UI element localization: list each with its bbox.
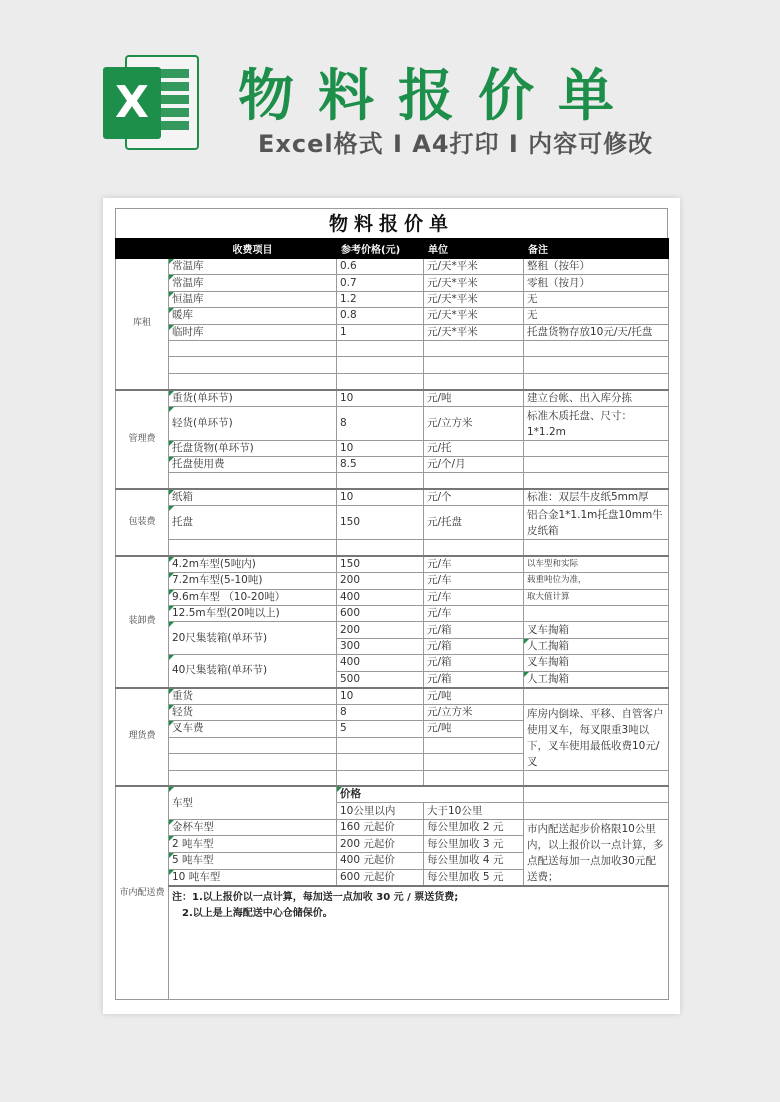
price-cell[interactable]: 5	[337, 721, 424, 738]
note-cell[interactable]: 叉车掏箱	[524, 622, 669, 638]
price-cell[interactable]: 200 元起价	[337, 836, 424, 853]
header-banner	[0, 0, 780, 196]
item-cell[interactable]: 金杯车型	[169, 819, 337, 836]
item-cell[interactable]: 4.2m车型(5吨内)	[169, 556, 337, 573]
price-cell[interactable]: 300	[337, 638, 424, 654]
item-cell[interactable]: 暖库	[169, 308, 337, 324]
table-row	[116, 457, 669, 473]
category-management: 管理费	[116, 390, 169, 490]
table-row	[116, 308, 669, 324]
item-cell[interactable]: 轻货	[169, 704, 337, 721]
note-cell[interactable]: 铝合金1*1.1m托盘10mm牛皮纸箱	[524, 506, 669, 540]
unit-cell[interactable]: 元/吨	[424, 390, 524, 407]
price-cell[interactable]: 10	[337, 489, 424, 506]
price-header: 价格	[337, 786, 524, 803]
price-cell[interactable]: 1.2	[337, 291, 424, 307]
unit-cell[interactable]: 元/托	[424, 440, 524, 456]
handling-note[interactable]: 库房内倒垛、平移、自管客户使用叉车，每叉限重3吨以下，叉车使用最低收费10元/叉	[524, 704, 669, 770]
unit-cell[interactable]: 元/天*平米	[424, 324, 524, 340]
unit-cell[interactable]: 元/箱	[424, 638, 524, 654]
item-cell[interactable]: 10 吨车型	[169, 869, 337, 886]
unit-cell[interactable]: 元/个	[424, 489, 524, 506]
empty-row	[116, 540, 669, 556]
price-cell[interactable]: 1	[337, 324, 424, 340]
price-cell[interactable]: 0.7	[337, 275, 424, 291]
item-cell[interactable]: 临时库	[169, 324, 337, 340]
within-10km-header: 10公里以内	[337, 803, 424, 819]
quote-sheet	[115, 208, 668, 1000]
note-cell[interactable]: 整租（按年）	[524, 259, 669, 275]
item-cell[interactable]: 重货	[169, 688, 337, 705]
table-row	[116, 324, 669, 340]
price-cell[interactable]: 0.6	[337, 259, 424, 275]
item-cell[interactable]: 纸箱	[169, 489, 337, 506]
unit-cell[interactable]: 元/车	[424, 589, 524, 605]
vehicle-header: 车型	[169, 786, 337, 819]
item-cell[interactable]: 恒温库	[169, 291, 337, 307]
table-row	[116, 655, 669, 671]
item-cell[interactable]: 轻货(单环节)	[169, 406, 337, 440]
footnote-2: 2.以上是上海配送中心仓储保价。	[182, 907, 333, 919]
unit-cell[interactable]: 元/托盘	[424, 506, 524, 540]
item-cell[interactable]: 重货(单环节)	[169, 390, 337, 407]
price-cell[interactable]: 500	[337, 671, 424, 688]
item-cell[interactable]: 12.5m车型(20吨以上)	[169, 605, 337, 621]
unit-cell[interactable]: 元/个/月	[424, 457, 524, 473]
table-row	[116, 688, 669, 705]
item-cell[interactable]: 叉车费	[169, 721, 337, 738]
unit-cell[interactable]: 元/车	[424, 556, 524, 573]
logo-letter: X	[103, 67, 161, 139]
price-cell[interactable]: 160 元起价	[337, 819, 424, 836]
item-cell[interactable]: 常温库	[169, 259, 337, 275]
note-cell[interactable]: 零租（按月）	[524, 275, 669, 291]
category-warehouse: 库租	[116, 259, 169, 390]
empty-row	[116, 770, 669, 786]
delivery-note[interactable]: 市内配送起步价格限10公里内，以上报价以一点计算，多点配送每加一点加收30元配送费；	[524, 819, 669, 886]
quote-sheet-paper	[103, 198, 680, 1014]
price-cell[interactable]: 600 元起价	[337, 869, 424, 886]
category-handling: 理货费	[116, 688, 169, 787]
empty-row	[116, 357, 669, 373]
col-header-item: 收费项目	[169, 239, 337, 259]
unit-cell[interactable]: 元/立方米	[424, 704, 524, 721]
table-row	[116, 291, 669, 307]
table-row	[116, 506, 669, 540]
item-cell[interactable]: 7.2m车型(5-10吨)	[169, 573, 337, 589]
over-10km-header: 大于10公里	[424, 803, 524, 819]
table-row	[116, 819, 669, 836]
empty-row	[116, 373, 669, 389]
unit-cell[interactable]: 元/车	[424, 573, 524, 589]
note-cell[interactable]: 无	[524, 291, 669, 307]
footnote-row	[116, 886, 669, 1000]
category-packaging: 包装费	[116, 489, 169, 556]
price-cell[interactable]: 600	[337, 605, 424, 621]
category-loading: 装卸费	[116, 556, 169, 687]
footnotes[interactable]	[169, 886, 669, 1000]
note-cell[interactable]	[524, 440, 669, 456]
table-row	[116, 390, 669, 407]
banner-title: 物料报价单	[238, 64, 638, 129]
unit-cell[interactable]: 元/吨	[424, 721, 524, 738]
price-cell[interactable]: 10	[337, 688, 424, 705]
note-cell[interactable]	[524, 605, 669, 621]
item-cell[interactable]: 40尺集装箱(单环节)	[169, 655, 337, 688]
price-cell[interactable]: 8.5	[337, 457, 424, 473]
note-cell[interactable]: 标准木质托盘、尺寸：1*1.2m	[524, 406, 669, 440]
note-cell[interactable]: 以车型和实际	[524, 556, 669, 573]
item-cell[interactable]: 9.6m车型 （10-20吨）	[169, 589, 337, 605]
item-cell[interactable]: 5 吨车型	[169, 853, 337, 870]
table-row	[116, 622, 669, 638]
table-row	[116, 605, 669, 621]
unit-cell[interactable]: 元/天*平米	[424, 291, 524, 307]
price-cell[interactable]: 8	[337, 704, 424, 721]
banner-subtitle: Excel格式 I A4打印 I 内容可修改	[258, 130, 654, 158]
price-cell[interactable]: 200	[337, 622, 424, 638]
table-row	[116, 786, 669, 803]
price-table	[115, 238, 669, 1000]
unit-cell[interactable]: 元/车	[424, 605, 524, 621]
footnote-1: 注：1.以上报价以一点计算，每加送一点加收 30 元 / 票送货费;	[172, 891, 459, 903]
table-row	[116, 275, 669, 291]
unit-cell[interactable]: 每公里加收 5 元	[424, 869, 524, 886]
table-header-row	[116, 239, 669, 259]
price-cell[interactable]: 8	[337, 406, 424, 440]
note-cell[interactable]: 人工掏箱	[524, 638, 669, 654]
table-row	[116, 704, 669, 721]
note-cell[interactable]	[524, 457, 669, 473]
table-row	[116, 556, 669, 573]
table-row	[116, 573, 669, 589]
note-cell[interactable]: 托盘货物存放10元/天/托盘	[524, 324, 669, 340]
unit-cell[interactable]: 元/箱	[424, 671, 524, 688]
excel-logo-icon	[103, 55, 199, 150]
unit-cell[interactable]: 元/立方米	[424, 406, 524, 440]
table-row	[116, 489, 669, 506]
price-cell[interactable]: 150	[337, 506, 424, 540]
unit-cell[interactable]: 每公里加收 3 元	[424, 836, 524, 853]
item-cell[interactable]: 20尺集装箱(单环节)	[169, 622, 337, 655]
unit-cell[interactable]: 元/天*平米	[424, 259, 524, 275]
price-cell[interactable]: 400	[337, 589, 424, 605]
table-row	[116, 406, 669, 440]
price-cell[interactable]: 150	[337, 556, 424, 573]
price-cell[interactable]: 10	[337, 440, 424, 456]
empty-row	[116, 340, 669, 356]
item-cell[interactable]: 常温库	[169, 275, 337, 291]
price-cell[interactable]: 400	[337, 655, 424, 671]
price-cell[interactable]: 0.8	[337, 308, 424, 324]
note-cell[interactable]: 无	[524, 308, 669, 324]
price-cell[interactable]: 10	[337, 390, 424, 407]
price-cell[interactable]: 400 元起价	[337, 853, 424, 870]
unit-cell[interactable]: 元/吨	[424, 688, 524, 705]
item-cell[interactable]: 2 吨车型	[169, 836, 337, 853]
price-cell[interactable]: 200	[337, 573, 424, 589]
table-row	[116, 259, 669, 275]
unit-cell[interactable]: 元/天*平米	[424, 308, 524, 324]
col-header-unit: 单位	[424, 239, 524, 259]
item-cell[interactable]: 托盘使用费	[169, 457, 337, 473]
table-row	[116, 589, 669, 605]
unit-cell[interactable]: 元/天*平米	[424, 275, 524, 291]
note-cell[interactable]: 取大值计算	[524, 589, 669, 605]
note-cell[interactable]: 载重吨位为准，	[524, 573, 669, 589]
note-cell[interactable]: 标准：双层牛皮纸5mm厚	[524, 489, 669, 506]
table-row	[116, 440, 669, 456]
item-cell[interactable]: 托盘货物(单环节)	[169, 440, 337, 456]
item-cell[interactable]: 托盘	[169, 506, 337, 540]
col-header-note: 备注	[524, 239, 669, 259]
unit-cell[interactable]: 每公里加收 2 元	[424, 819, 524, 836]
empty-row	[116, 473, 669, 489]
col-header-price: 参考价格(元)	[337, 239, 424, 259]
unit-cell[interactable]: 元/箱	[424, 622, 524, 638]
unit-cell[interactable]: 元/箱	[424, 655, 524, 671]
note-cell[interactable]: 叉车掏箱	[524, 655, 669, 671]
note-cell[interactable]: 人工掏箱	[524, 671, 669, 688]
category-delivery: 市内配送费	[116, 786, 169, 999]
sheet-title: 物料报价单	[115, 208, 668, 238]
note-cell[interactable]: 建立台帐、出入库分拣	[524, 390, 669, 407]
unit-cell[interactable]: 每公里加收 4 元	[424, 853, 524, 870]
